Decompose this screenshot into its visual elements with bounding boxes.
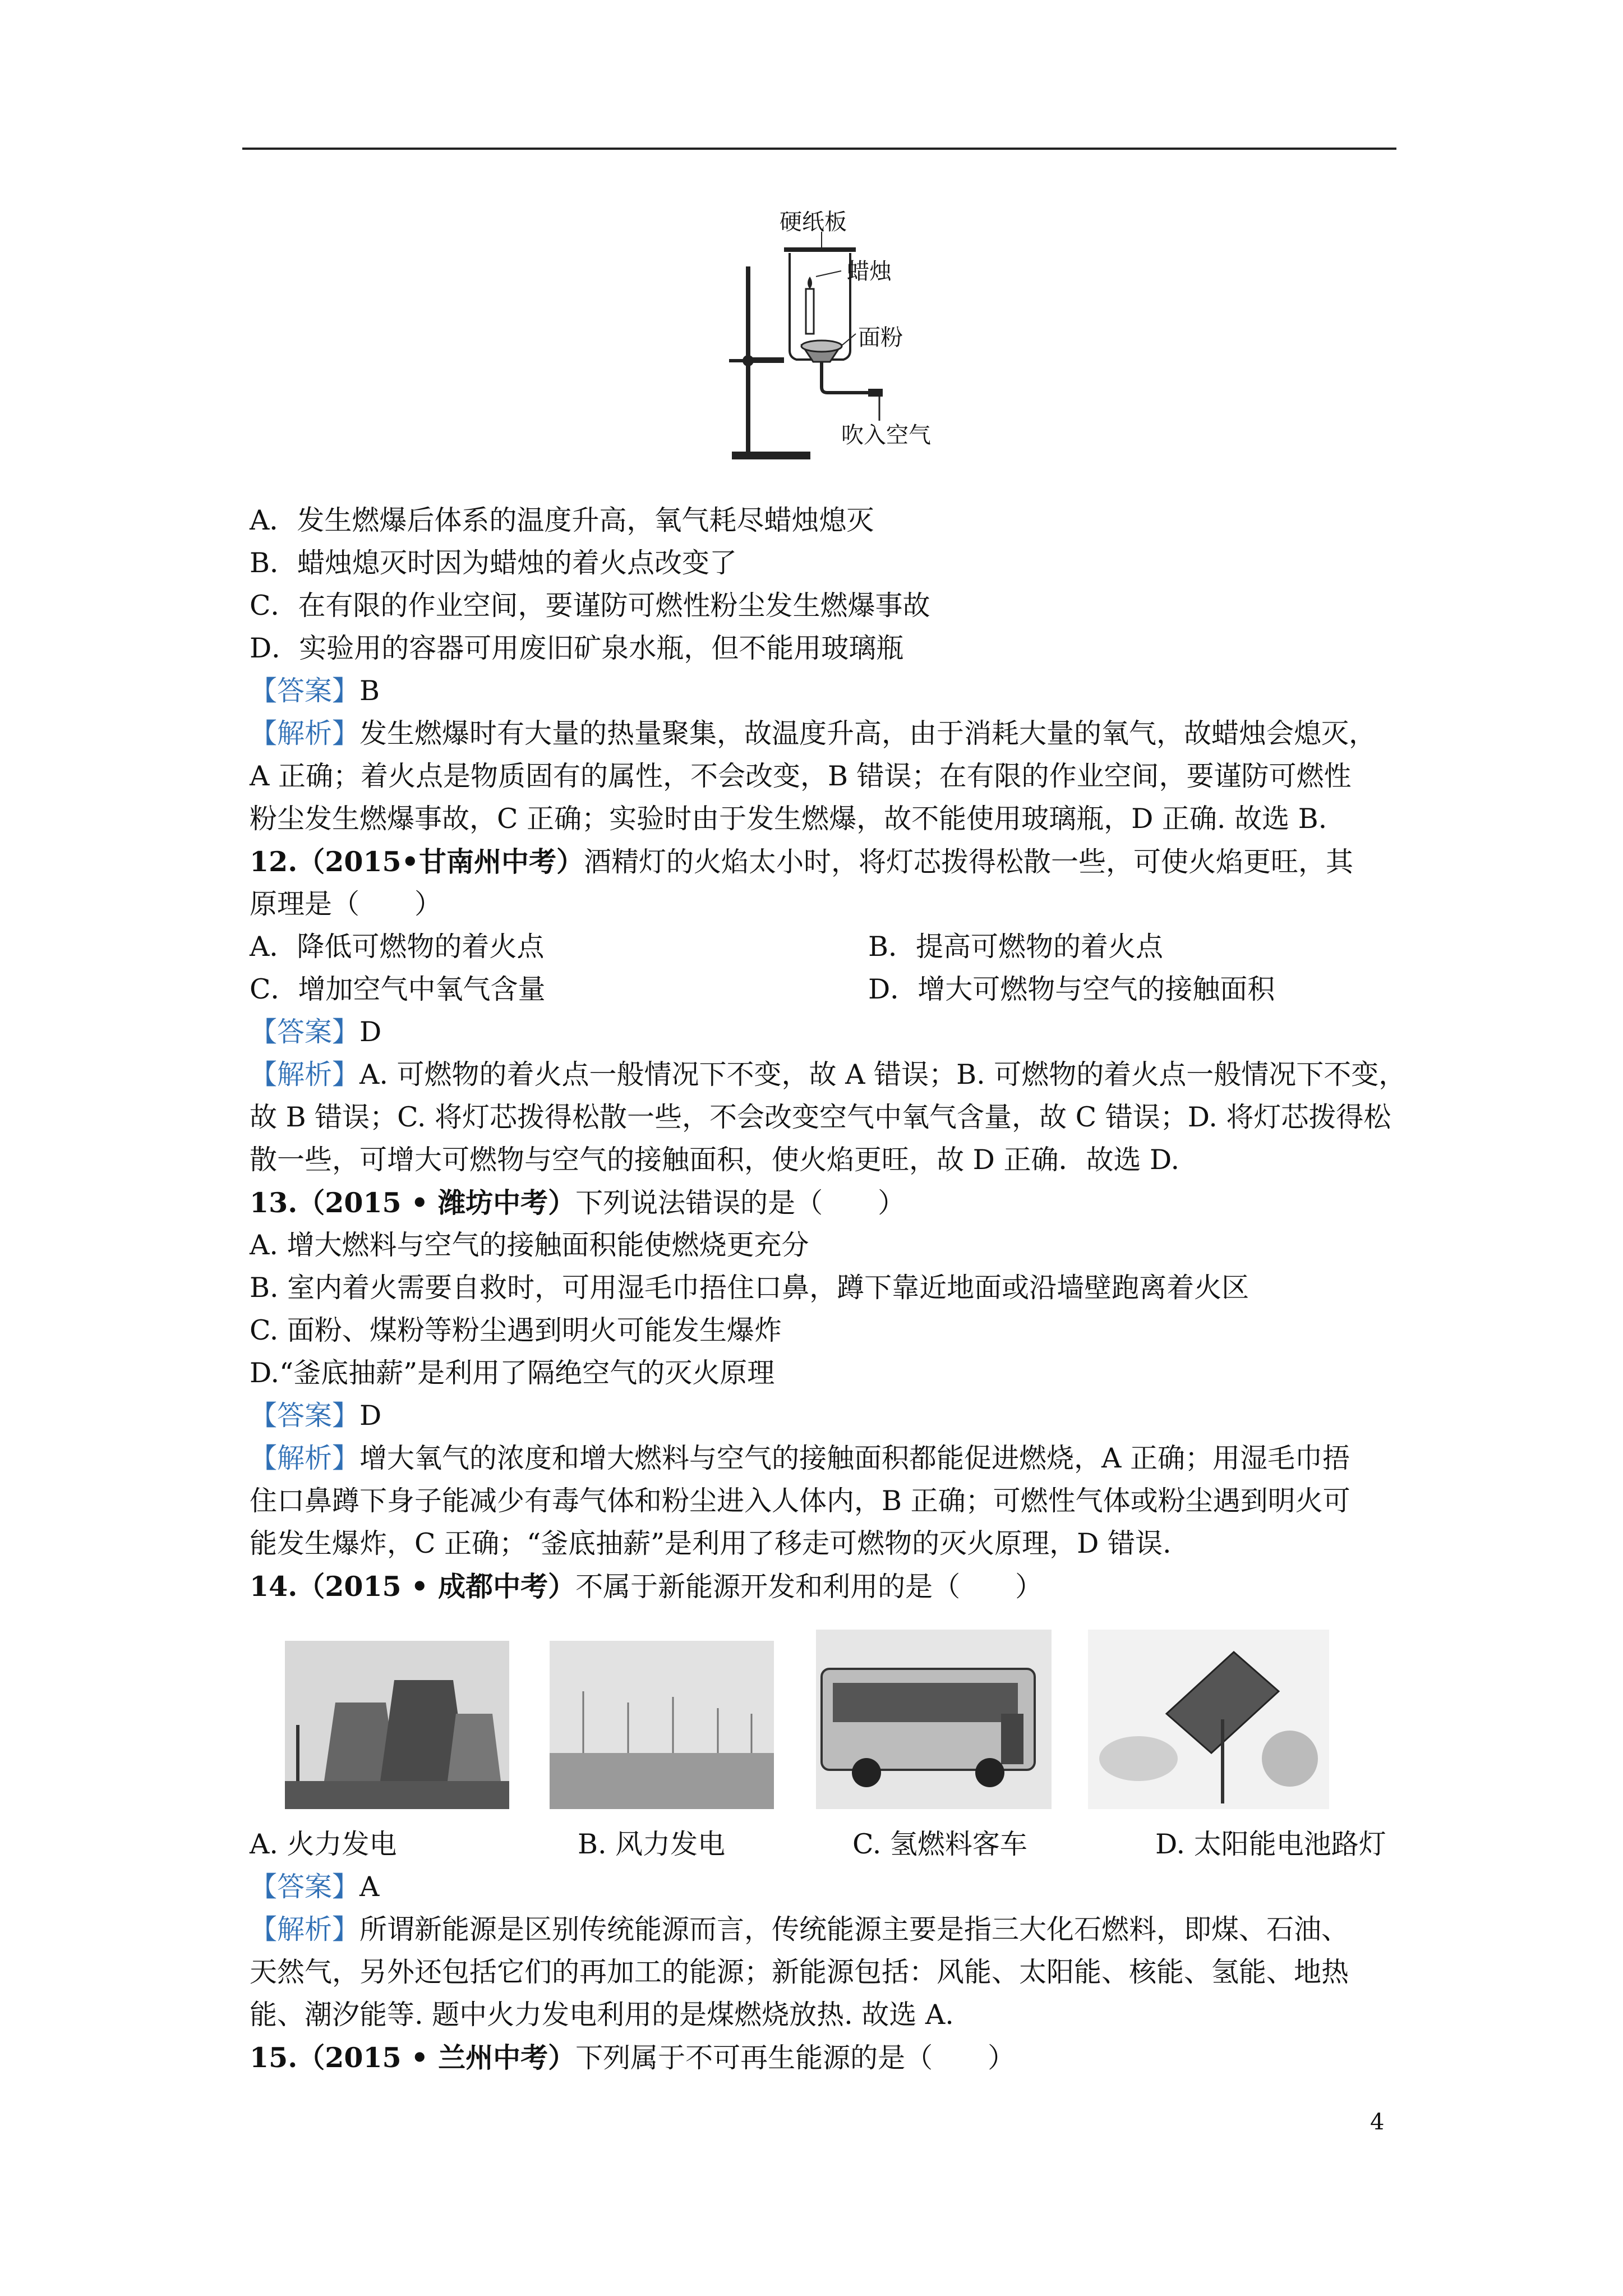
q14-stem	[250, 1565, 1043, 1608]
q13-analysis-line-3: 能发生爆炸，C 正确；“釜底抽薪”是利用了移走可燃物的灭火原理，D 错误.	[250, 1527, 1172, 1559]
question-source: （2015 • 兰州中考）	[297, 2041, 576, 2074]
q15-stem	[250, 2036, 1015, 2079]
label-cardboard: 硬纸板	[780, 209, 847, 235]
q14-analysis-line-1	[250, 1908, 1349, 1951]
question-stem: 酒精灯的火焰太小时，将灯芯拨得松散一些，可使火焰更旺，其	[583, 846, 1353, 878]
answer-value: D	[359, 1400, 382, 1432]
q14-caption-d: D. 太阳能电池路灯	[1155, 1828, 1386, 1860]
question-number: 12.	[250, 845, 298, 878]
wind-power-photo	[550, 1641, 774, 1809]
q14-caption-b: B. 风力发电	[578, 1828, 726, 1860]
q11-analysis-line-3: 粉尘发生燃爆事故，C 正确；实验时由于发生燃爆，故不能使用玻璃瓶，D 正确. 故选 B.	[250, 803, 1327, 835]
q13-option-a: A. 增大燃料与空气的接触面积能使燃烧更充分	[250, 1229, 809, 1261]
analysis-tag: 【解析】	[250, 717, 360, 749]
q12-stem-line-1	[250, 840, 1353, 884]
q14-caption-a: A. 火力发电	[250, 1828, 397, 1860]
question-number: 13.	[250, 1186, 298, 1219]
q14-answer	[250, 1866, 379, 1908]
q13-stem	[250, 1181, 905, 1225]
answer-tag: 【答案】	[250, 1400, 360, 1432]
q14-analysis-line-2: 天然气，另外还包括它们的再加工的能源；新能源包括：风能、太阳能、核能、氢能、地热	[250, 1956, 1349, 1988]
q11-analysis-line-1	[250, 712, 1376, 755]
header-rule	[242, 148, 1396, 150]
q14-analysis-line-3: 能、潮汐能等. 题中火力发电利用的是煤燃烧放热. 故选 A.	[250, 1999, 954, 2031]
q12-answer	[250, 1011, 381, 1053]
answer-tag: 【答案】	[250, 675, 360, 707]
question-stem: 下列说法错误的是（ ）	[575, 1187, 906, 1219]
question-stem: 下列属于不可再生能源的是（ ）	[575, 2042, 1016, 2074]
q13-analysis-line-2: 住口鼻蹲下身子能减少有毒气体和粉尘进入人体内，B 正确；可燃性气体或粉尘遇到明火可	[250, 1485, 1350, 1517]
thermal-power-photo	[285, 1641, 509, 1809]
analysis-text: 所谓新能源是区别传统能源而言，传统能源主要是指三大化石燃料，即煤、石油、	[359, 1913, 1349, 1945]
q12-analysis-line-2: 故 B 错误；C. 将灯芯拨得松散一些，不会改变空气中氧气含量，故 C 错误；D. 将灯芯拨得松	[250, 1101, 1391, 1133]
q12-option-b: B．提高可燃物的着火点	[868, 931, 1164, 963]
analysis-tag: 【解析】	[250, 1913, 360, 1945]
analysis-tag: 【解析】	[250, 1059, 360, 1091]
question-number: 14.	[250, 1570, 298, 1603]
q11-option-c: C．在有限的作业空间，要谨防可燃性粉尘发生燃爆事故	[250, 590, 930, 622]
q11-answer	[250, 670, 380, 712]
label-flour: 面粉	[858, 325, 903, 351]
q11-option-b: B．蜡烛熄灭时因为蜡烛的着火点改变了	[250, 547, 737, 579]
q13-option-c: C. 面粉、煤粉等粉尘遇到明火可能发生爆炸	[250, 1314, 782, 1346]
solar-streetlight-photo	[1088, 1630, 1329, 1809]
q11-analysis-line-2: A 正确；着火点是物质固有的属性，不会改变，B 错误；在有限的作业空间，要谨防可燃性	[250, 760, 1352, 792]
answer-tag: 【答案】	[250, 1016, 360, 1048]
q12-analysis-line-3: 散一些，可增大可燃物与空气的接触面积，使火焰更旺，故 D 正确．故选 D.	[250, 1144, 1180, 1176]
q13-analysis-line-1	[250, 1437, 1350, 1480]
answer-value: A	[359, 1871, 380, 1903]
label-candle: 蜡烛	[847, 259, 892, 284]
answer-tag: 【答案】	[250, 1871, 360, 1903]
question-number: 15.	[250, 2041, 298, 2074]
q12-analysis-line-1	[250, 1053, 1406, 1096]
answer-value: B	[359, 675, 380, 707]
question-stem: 不属于新能源开发和利用的是（ ）	[575, 1571, 1043, 1603]
q12-option-a: A．降低可燃物的着火点	[250, 931, 545, 963]
analysis-text: 增大氧气的浓度和增大燃料与空气的接触面积都能促进燃烧，A 正确；用湿毛巾捂	[359, 1442, 1350, 1474]
q14-caption-c: C. 氢燃料客车	[852, 1828, 1027, 1860]
answer-value: D	[359, 1016, 382, 1048]
analysis-text: 发生燃爆时有大量的热量聚集，故温度升高，由于消耗大量的氧气，故蜡烛会熄灭，	[359, 717, 1377, 749]
question-source: （2015 • 成都中考）	[297, 1570, 576, 1603]
q11-option-a: A．发生燃爆后体系的温度升高，氧气耗尽蜡烛熄灭	[250, 504, 874, 536]
analysis-text: A. 可燃物的着火点一般情况下不变，故 A 错误；B. 可燃物的着火点一般情况下不变，	[359, 1059, 1407, 1091]
q12-stem-line-2: 原理是（ ）	[250, 888, 442, 920]
q12-option-d: D．增大可燃物与空气的接触面积	[868, 973, 1275, 1005]
analysis-tag: 【解析】	[250, 1442, 360, 1474]
page-number: 4	[1370, 2109, 1385, 2135]
q11-option-d: D．实验用的容器可用废旧矿泉水瓶，但不能用玻璃瓶	[250, 632, 904, 664]
q13-option-d: D.“釜底抽薪”是利用了隔绝空气的灭火原理	[250, 1357, 775, 1389]
hydrogen-bus-photo	[816, 1630, 1052, 1809]
question-source: （2015•甘南州中考）	[297, 845, 584, 878]
label-air: 吹入空气	[841, 422, 931, 448]
q13-answer	[250, 1395, 381, 1437]
question-source: （2015 • 潍坊中考）	[297, 1186, 576, 1219]
q12-option-c: C．增加空气中氧气含量	[250, 973, 546, 1005]
q13-option-b: B. 室内着火需要自救时，可用湿毛巾捂住口鼻，蹲下靠近地面或沿墙壁跑离着火区	[250, 1272, 1249, 1304]
